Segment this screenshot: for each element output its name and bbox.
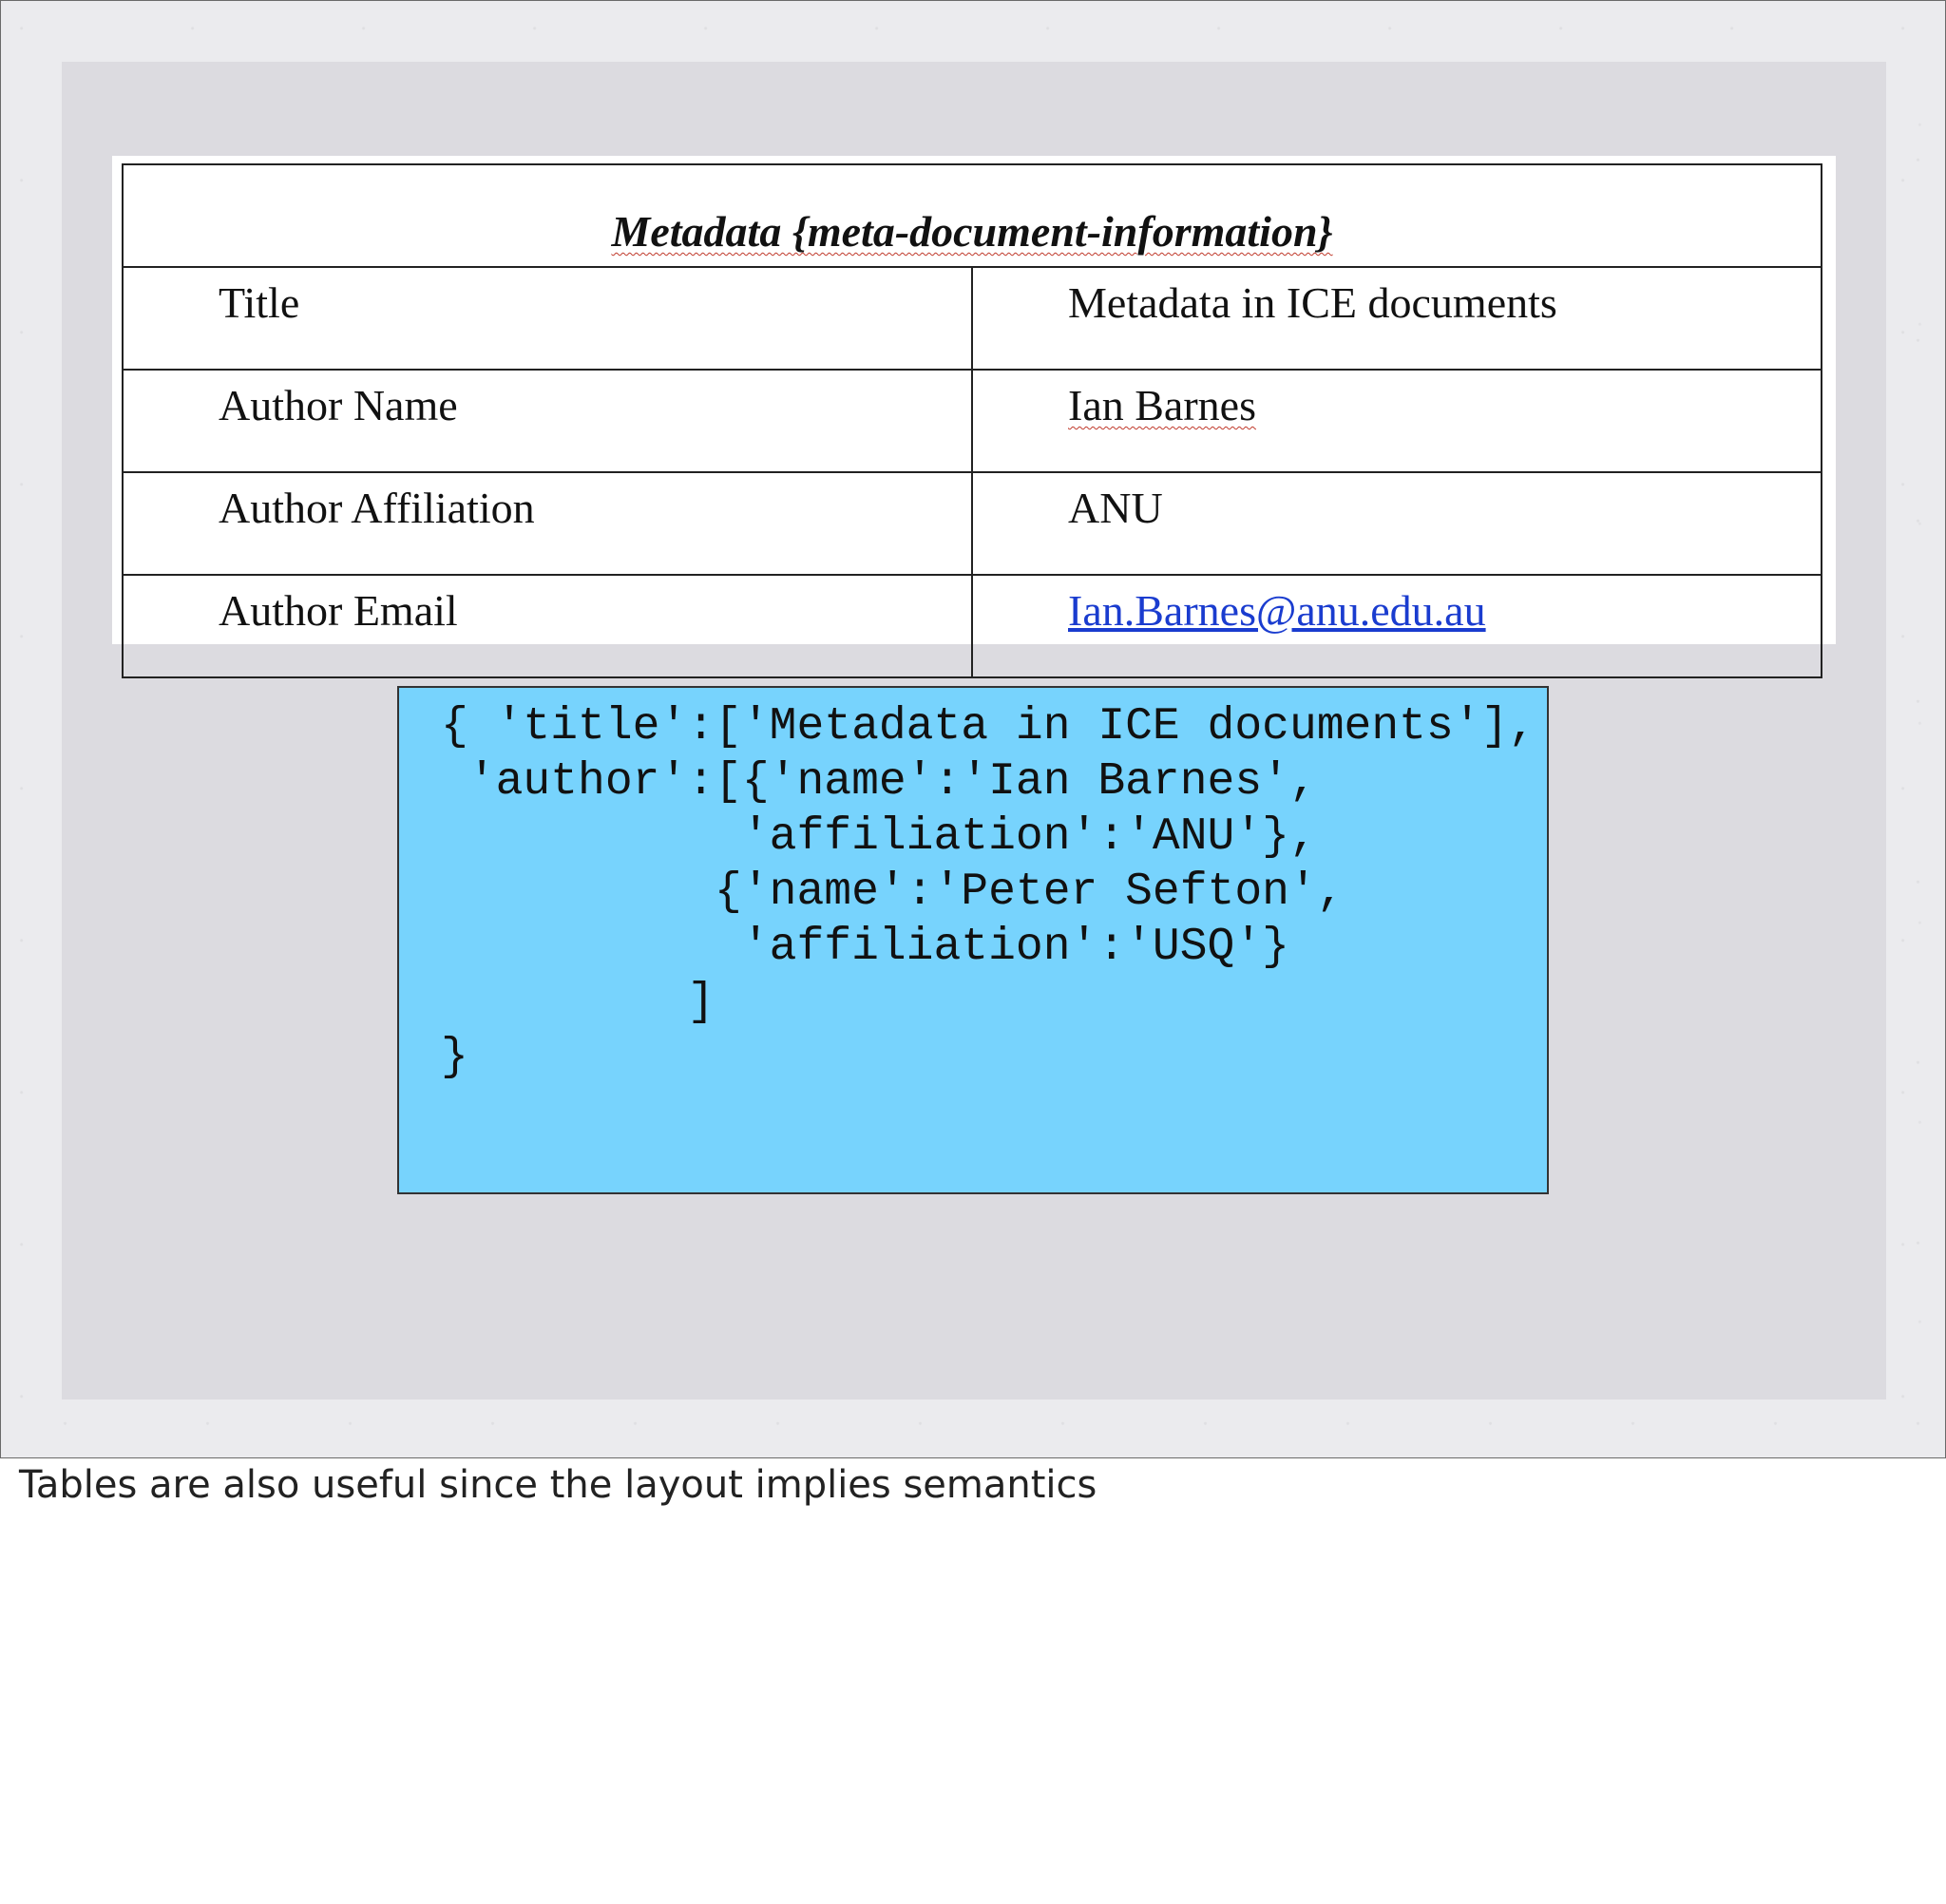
row-label: Title — [123, 267, 972, 370]
row-value: Metadata in ICE documents — [972, 267, 1822, 370]
author-name-value: Ian Barnes — [1068, 381, 1256, 429]
row-label: Author Affiliation — [123, 472, 972, 575]
json-code: { 'title':['Metadata in ICE documents'], 'author':[{'name':'Ian Barnes', 'affiliation':'ANU'}, {'name':'Peter Sefton', 'affiliation':'USQ'} ] } — [441, 701, 1536, 1083]
table-row-title — [123, 267, 1822, 370]
table-row-author-name — [123, 370, 1822, 472]
row-value — [972, 575, 1822, 677]
row-label: Author Email — [123, 575, 972, 677]
metadata-table — [122, 163, 1822, 678]
email-link[interactable]: Ian.Barnes@anu.edu.au — [1068, 586, 1486, 635]
table-row-author-email — [123, 575, 1822, 677]
table-heading: Metadata {meta-document-information} — [123, 164, 1822, 267]
row-value: ANU — [972, 472, 1822, 575]
slide-caption: Tables are also useful since the layout implies semantics — [19, 1463, 1097, 1507]
row-value — [972, 370, 1822, 472]
table-row-author-affiliation — [123, 472, 1822, 575]
metadata-table-screenshot — [112, 156, 1836, 644]
row-label: Author Name — [123, 370, 972, 472]
json-code-box — [397, 686, 1549, 1194]
